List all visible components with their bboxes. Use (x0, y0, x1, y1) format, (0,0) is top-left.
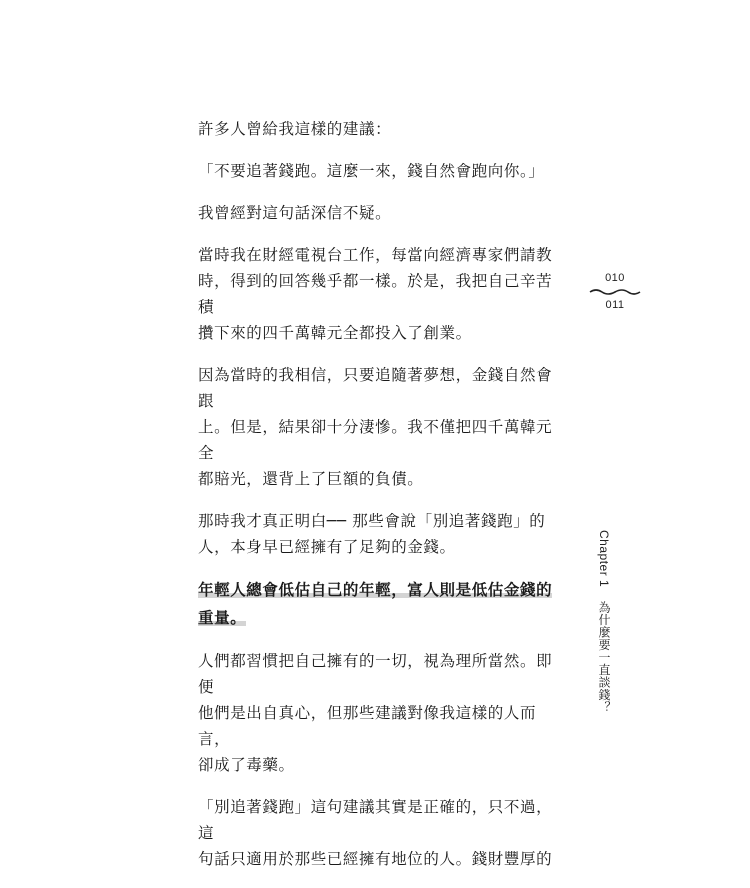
highlighted-quote (198, 576, 562, 632)
chapter-title: 為什麼要一直談錢？ (597, 601, 611, 714)
chapter-label: Chapter 1 (597, 530, 611, 588)
highlight-line: 年輕人總會低估自己的年輕，富人則是低估金錢的 (198, 580, 553, 599)
paragraph: 那時我才真正明白── 那些會說「別追著錢跑」的 人，本身早已經擁有了足夠的金錢。 (198, 512, 546, 556)
paragraph: 「不要追著錢跑。這麼一來，錢自然會跑向你。」 (198, 162, 545, 180)
highlight-line: 重量。 (198, 608, 247, 627)
running-head (596, 530, 613, 714)
paragraph: 許多人曾給我這樣的建議： (198, 120, 392, 138)
paragraph: 當時我在財經電視台工作，每當向經濟專家們請教 時，得到的回答幾乎都一樣。於是，我把自己辛苦積 攢下來的四千萬韓元全都投入了創業。 (198, 246, 553, 342)
paragraph: 人們都習慣把自己擁有的一切，視為理所當然。即便 他們是出自真心，但那些建議對像我這樣的人而言， 卻成了毒藥。 (198, 652, 553, 774)
paragraph: 「別追著錢跑」這句建議其實是正確的，只不過，這 句話只適用於那些已經擁有地位的人。錢財豐厚的 (198, 798, 553, 868)
page-number-folio (585, 272, 645, 311)
paragraph: 我曾經對這句話深信不疑。 (198, 204, 392, 222)
right-page-number: 011 (605, 299, 625, 311)
left-page-number: 010 (605, 272, 625, 284)
paragraph: 因為當時的我相信，只要追隨著夢想，金錢自然會跟 上。但是，結果卻十分淒慘。我不僅把四千萬韓元全 都賠光，還背上了巨額的負債。 (198, 366, 553, 488)
body-text (198, 116, 562, 888)
wave-divider-icon (589, 288, 641, 296)
